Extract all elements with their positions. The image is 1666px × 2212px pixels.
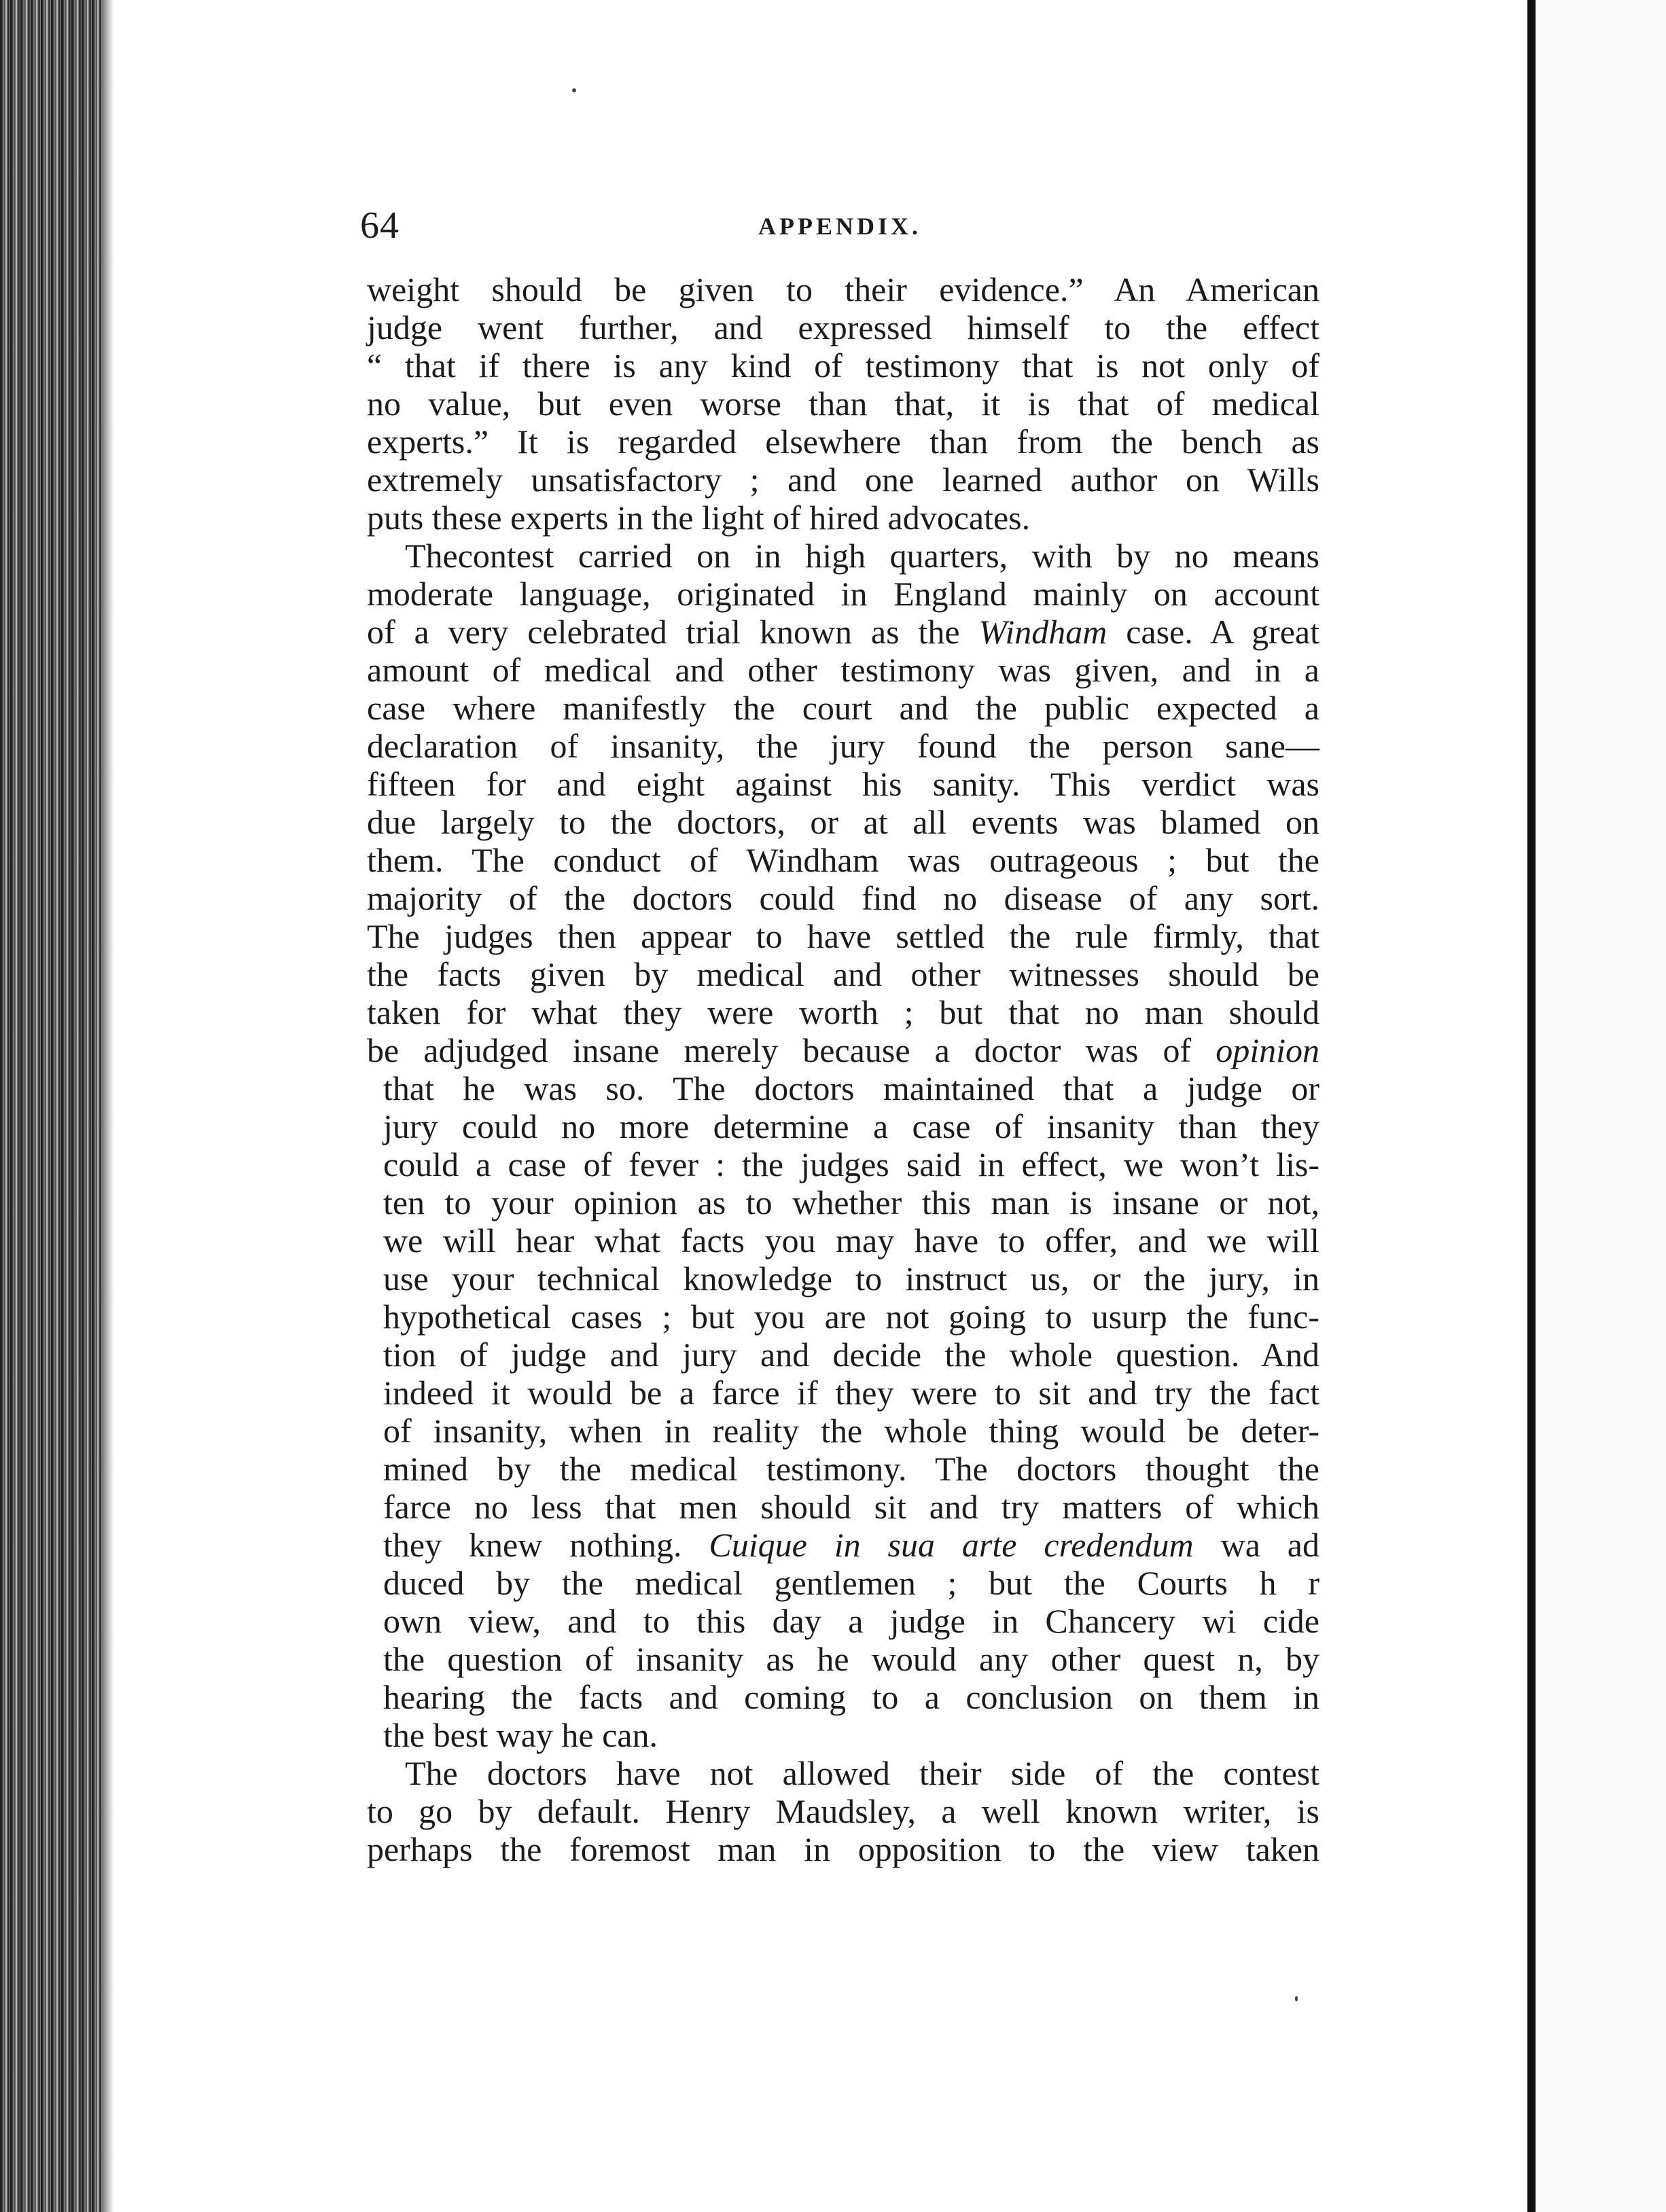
text-line <box>367 879 1319 917</box>
text-line <box>367 1336 1319 1374</box>
text-segment: they knew nothing. <box>383 1526 709 1564</box>
text-line <box>367 1183 1319 1221</box>
text-line <box>367 1716 1319 1754</box>
page-number: 64 <box>360 204 400 247</box>
text-line <box>367 1412 1319 1450</box>
text-line <box>367 917 1319 955</box>
text-line <box>367 346 1319 385</box>
italic-text: Cuique in sua arte credendum <box>709 1526 1194 1564</box>
text-segment: tion of judge and jury and decide the whole question. And <box>383 1336 1319 1374</box>
italic-text: opinion <box>1216 1031 1319 1069</box>
text-line <box>367 1564 1319 1602</box>
text-line <box>367 1069 1319 1107</box>
text-line <box>367 270 1319 308</box>
text-line <box>367 1450 1319 1488</box>
text-line <box>367 1298 1319 1336</box>
text-segment: case. A great <box>1107 613 1319 651</box>
text-segment: “ that if there is any kind of testimony that is not only of <box>367 346 1319 385</box>
italic-text: Windham <box>978 613 1107 651</box>
text-line <box>367 499 1319 537</box>
text-line <box>367 1754 1319 1792</box>
text-line <box>367 803 1319 841</box>
text-line <box>367 461 1319 499</box>
text-segment: farce no less that men should sit and try matters of which <box>383 1488 1319 1526</box>
text-segment: we will hear what facts you may have to offer, and we will <box>383 1221 1319 1260</box>
text-segment: use your technical knowledge to instruct us, or the jury, in <box>383 1260 1319 1298</box>
body-text <box>367 270 1319 1868</box>
running-head: APPENDIX. <box>758 213 921 240</box>
text-segment: of a very celebrated trial known as the <box>367 613 979 651</box>
text-segment: taken for what they were worth ; but that no man should <box>367 993 1319 1031</box>
text-line <box>367 1678 1319 1716</box>
text-segment: due largely to the doctors, or at all events was blamed on <box>367 803 1319 841</box>
text-segment: judge went further, and expressed himself to the effect <box>367 308 1319 346</box>
text-segment: The judges then appear to have settled the rule firmly, that <box>367 917 1319 955</box>
text-segment: of insanity, when in reality the whole thing would be deter- <box>383 1412 1319 1450</box>
text-segment: amount of medical and other testimony was given, and in a <box>367 651 1319 689</box>
text-line <box>367 1031 1319 1069</box>
text-segment: ten to your opinion as to whether this man is insane or not, <box>383 1183 1319 1221</box>
text-segment: duced by the medical gentlemen ; but the Courts h r <box>383 1564 1319 1602</box>
text-segment: hypothetical cases ; but you are not going to usurp the func- <box>383 1298 1319 1336</box>
text-segment: mined by the medical testimony. The doctors thought the <box>383 1450 1319 1488</box>
text-segment: the best way he can. <box>383 1716 658 1754</box>
text-segment: hearing the facts and coming to a conclusion on them in <box>383 1678 1319 1716</box>
text-line <box>367 1221 1319 1260</box>
text-segment: jury could no more determine a case of insanity than they <box>383 1107 1319 1145</box>
book-binding-edge <box>0 0 102 2212</box>
text-line <box>367 1640 1319 1678</box>
text-segment: indeed it would be a farce if they were to sit and try the fact <box>383 1374 1319 1412</box>
text-line <box>367 423 1319 461</box>
text-segment: fifteen for and eight against his sanity. This verdict was <box>367 765 1319 803</box>
text-segment: The doctors have not allowed their side of the contest <box>405 1754 1319 1792</box>
text-segment: extremely unsatisfactory ; and one learned author on Wills <box>367 461 1319 499</box>
text-line <box>367 1374 1319 1412</box>
text-line <box>367 1830 1319 1868</box>
text-segment: that he was so. The doctors maintained that a judge or <box>383 1069 1319 1107</box>
text-line <box>367 841 1319 879</box>
paper-speck <box>1295 1996 1298 2001</box>
text-line <box>367 575 1319 613</box>
text-segment: be adjudged insane merely because a doctor was of <box>367 1031 1216 1069</box>
text-line <box>367 1145 1319 1183</box>
text-segment: puts these experts in the light of hired advocates. <box>367 499 1031 537</box>
adjacent-page-edge <box>1527 0 1536 2212</box>
text-segment: no value, but even worse than that, it is that of medical <box>367 385 1319 423</box>
paper-speck <box>572 88 576 92</box>
text-line <box>367 1792 1319 1830</box>
text-segment: them. The conduct of Windham was outrageous ; but the <box>367 841 1319 879</box>
text-line <box>367 1488 1319 1526</box>
text-segment: wa ad <box>1193 1526 1319 1564</box>
text-segment: the facts given by medical and other witnesses should be <box>367 955 1319 993</box>
text-line <box>367 955 1319 993</box>
text-line <box>367 537 1319 575</box>
text-segment: could a case of fever : the judges said in effect, we won’t lis- <box>383 1145 1319 1183</box>
page-header <box>360 198 1319 253</box>
text-line <box>367 651 1319 689</box>
text-line <box>367 765 1319 803</box>
text-segment: experts.” It is regarded elsewhere than from the bench as <box>367 423 1319 461</box>
text-segment: moderate language, originated in England mainly on account <box>367 575 1319 613</box>
text-line <box>367 689 1319 727</box>
page-gutter-shadow <box>102 0 114 2212</box>
text-line <box>367 1602 1319 1640</box>
text-line <box>367 1107 1319 1145</box>
text-segment: to go by default. Henry Maudsley, a well known writer, is <box>367 1792 1319 1830</box>
text-segment: perhaps the foremost man in opposition to the view taken <box>367 1830 1319 1868</box>
text-segment: own view, and to this day a judge in Chancery wi cide <box>383 1602 1319 1640</box>
text-segment: declaration of insanity, the jury found the person sane— <box>367 727 1319 765</box>
adjacent-page-margin <box>1536 0 1666 2212</box>
text-segment: majority of the doctors could find no disease of any sort. <box>367 879 1319 917</box>
text-segment: the question of insanity as he would any other quest n, by <box>383 1640 1319 1678</box>
text-line <box>367 993 1319 1031</box>
text-segment: weight should be given to their evidence.” An American <box>367 270 1319 308</box>
text-line <box>367 727 1319 765</box>
text-line <box>367 1260 1319 1298</box>
text-line <box>367 1526 1319 1564</box>
text-line <box>367 613 1319 651</box>
text-line <box>367 308 1319 346</box>
text-line <box>367 385 1319 423</box>
text-segment: case where manifestly the court and the public expected a <box>367 689 1319 727</box>
text-segment: Thecontest carried on in high quarters, with by no means <box>405 537 1319 575</box>
